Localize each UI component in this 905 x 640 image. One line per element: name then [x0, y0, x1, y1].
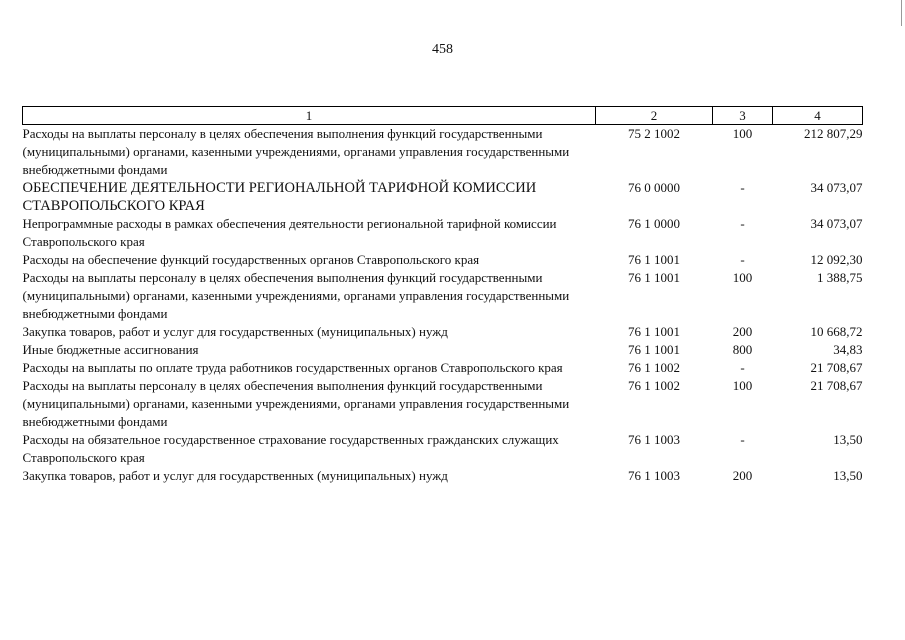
row-amount: 21 708,67	[810, 378, 863, 393]
row-code: 76 1 0000	[628, 216, 680, 231]
table-row	[23, 251, 863, 269]
row-amount: 34 073,07	[810, 180, 863, 195]
row-code: 76 1 1003	[628, 432, 680, 447]
row-expense-type: 200	[732, 468, 753, 483]
row-expense-type: 100	[732, 378, 753, 393]
row-expense-type: 800	[732, 342, 753, 357]
row-amount: 13,50	[833, 468, 863, 483]
row-name: Расходы на выплаты персоналу в целях обеспечения выполнения функций государственными (муниципальными) органами, казенными учреждениями, органами управления государственными внебюджетными фондами	[22, 378, 570, 429]
table-row	[23, 323, 863, 341]
page-number: 458	[432, 42, 453, 57]
row-name: Закупка товаров, работ и услуг для государственных (муниципальных) нужд	[22, 324, 448, 339]
row-name: Расходы на выплаты по оплате труда работников государственных органов Ставропольского края	[22, 360, 563, 375]
row-code: 76 1 1001	[628, 270, 680, 285]
table-row	[23, 215, 863, 251]
row-amount: 34 073,07	[810, 216, 863, 231]
table-row	[23, 341, 863, 359]
scan-edge-mark	[901, 0, 902, 26]
row-name: ОБЕСПЕЧЕНИЕ ДЕЯТЕЛЬНОСТИ РЕГИОНАЛЬНОЙ ТАРИФНОЙ КОМИССИИ СТАВРОПОЛЬСКОГО КРАЯ	[22, 180, 537, 214]
row-name: Расходы на обязательное государственное страхование государственных гражданских служащих Ставропольского края	[22, 432, 559, 465]
row-code: 76 1 1003	[628, 468, 680, 483]
row-expense-type: -	[740, 432, 745, 447]
row-name: Расходы на обеспечение функций государственных органов Ставропольского края	[22, 252, 480, 267]
row-name: Иные бюджетные ассигнования	[22, 342, 199, 357]
row-amount: 1 388,75	[817, 270, 863, 285]
row-amount: 212 807,29	[804, 126, 863, 141]
row-code: 76 1 1002	[628, 360, 680, 375]
row-amount: 10 668,72	[810, 324, 863, 339]
row-expense-type: 200	[732, 324, 753, 339]
column-header-type: 3	[713, 107, 773, 125]
row-code: 76 1 1001	[628, 342, 680, 357]
row-name: Расходы на выплаты персоналу в целях обеспечения выполнения функций государственными (муниципальными) органами, казенными учреждениями, органами управления государственными внебюджетными фондами	[22, 126, 570, 177]
table-row	[23, 467, 863, 485]
table-header-row	[23, 107, 863, 125]
row-expense-type: 100	[732, 126, 753, 141]
row-expense-type: -	[740, 252, 745, 267]
table-row	[23, 269, 863, 323]
table-row-section	[23, 179, 863, 215]
column-header-name: 1	[23, 107, 596, 125]
column-header-code: 2	[596, 107, 713, 125]
row-code: 76 1 1001	[628, 252, 680, 267]
row-name: Закупка товаров, работ и услуг для государственных (муниципальных) нужд	[22, 468, 448, 483]
row-code: 76 1 1002	[628, 378, 680, 393]
row-code: 76 0 0000	[628, 180, 680, 195]
table-row	[23, 359, 863, 377]
budget-table	[22, 106, 863, 485]
table-row	[23, 431, 863, 467]
table-row	[23, 125, 863, 180]
row-expense-type: -	[740, 180, 745, 195]
row-expense-type: 100	[732, 270, 753, 285]
row-amount: 21 708,67	[810, 360, 863, 375]
row-amount: 12 092,30	[810, 252, 863, 267]
row-amount: 34,83	[833, 342, 863, 357]
table-row	[23, 377, 863, 431]
row-code: 75 2 1002	[628, 126, 680, 141]
row-name: Расходы на выплаты персоналу в целях обеспечения выполнения функций государственными (муниципальными) органами, казенными учреждениями, органами управления государственными внебюджетными фондами	[22, 270, 570, 321]
column-header-amount: 4	[773, 107, 863, 125]
row-expense-type: -	[740, 216, 745, 231]
row-expense-type: -	[740, 360, 745, 375]
row-amount: 13,50	[833, 432, 863, 447]
row-name: Непрограммные расходы в рамках обеспечения деятельности региональной тарифной комиссии Ставропольского края	[22, 216, 557, 249]
row-code: 76 1 1001	[628, 324, 680, 339]
